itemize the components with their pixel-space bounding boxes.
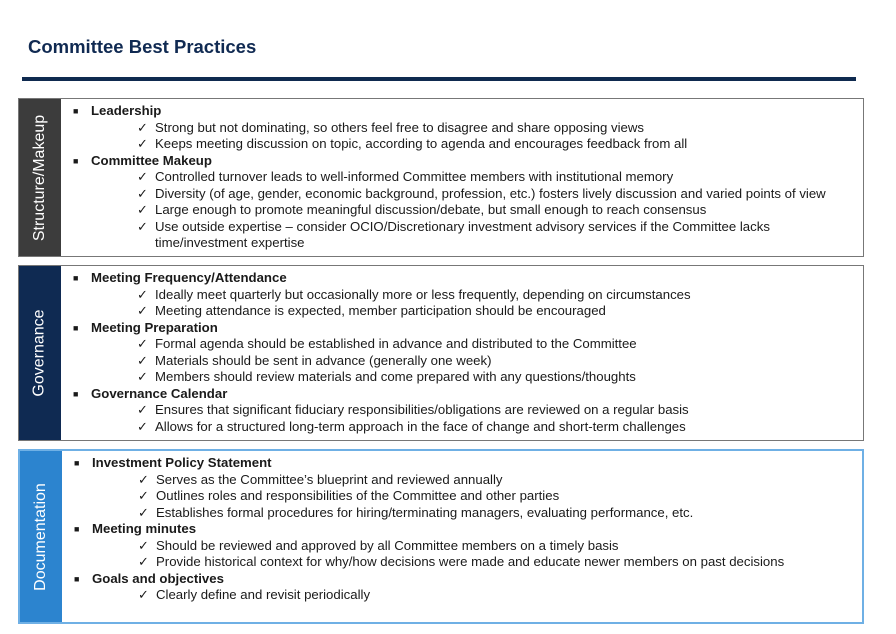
list-item: ✓ Serves as the Committee’s blueprint and reviewed annually bbox=[138, 471, 503, 487]
checkmark-icon: ✓ bbox=[137, 218, 149, 234]
section-sidebar bbox=[19, 99, 61, 256]
group-heading: ■ Goals and objectives bbox=[74, 570, 224, 586]
group-heading: ■ Meeting Frequency/Attendance bbox=[73, 270, 287, 285]
square-bullet-icon: ■ bbox=[74, 573, 80, 584]
list-item: ✓ Members should review materials and come prepared with any questions/thoughts bbox=[137, 369, 636, 384]
group-heading: ■ Governance Calendar bbox=[73, 385, 228, 401]
page-title: Committee Best Practices bbox=[28, 36, 257, 57]
group-heading: ■ Meeting minutes bbox=[74, 521, 197, 536]
checkmark-icon: ✓ bbox=[138, 587, 150, 602]
square-bullet-icon: ■ bbox=[73, 155, 79, 166]
checkmark-icon: ✓ bbox=[137, 402, 149, 417]
list-item: ✓ Keeps meeting discussion on topic, according to agenda and encourages feedback from all bbox=[137, 136, 688, 151]
section-label: Governance bbox=[31, 309, 49, 397]
checkmark-icon: ✓ bbox=[138, 537, 150, 553]
checkmark-icon: ✓ bbox=[137, 169, 149, 184]
section-governance bbox=[18, 265, 864, 441]
checkmark-icon: ✓ bbox=[137, 336, 149, 351]
section-content bbox=[73, 270, 857, 435]
list-item: ✓ Formal agenda should be established in advance and distributed to the Committee bbox=[137, 336, 637, 351]
list-item: ✓ Meeting attendance is expected, member participation should be encouraged bbox=[137, 303, 606, 318]
list-item: ✓ Outlines roles and responsibilities of the Committee and other parties bbox=[138, 488, 560, 503]
checkmark-icon: ✓ bbox=[138, 471, 150, 487]
checkmark-icon: ✓ bbox=[137, 185, 149, 201]
section-content bbox=[73, 103, 857, 252]
list-item: ✓ Use outside expertise – consider OCIO/Discretionary investment advisory services if the Committee lacks time/investment expertise bbox=[137, 218, 770, 250]
checkmark-icon: ✓ bbox=[137, 202, 149, 217]
section-documentation bbox=[18, 449, 864, 624]
checkmark-icon: ✓ bbox=[137, 418, 149, 434]
list-item: ✓ Provide historical context for why/how decisions were made and educate newer members on past decisions bbox=[138, 554, 785, 569]
list-item: ✓ Should be reviewed and approved by all Committee members on a timely basis bbox=[138, 537, 619, 553]
checkmark-icon: ✓ bbox=[138, 554, 150, 569]
group-heading: ■ Committee Makeup bbox=[73, 152, 212, 168]
section-sidebar bbox=[19, 266, 61, 440]
checkmark-icon: ✓ bbox=[138, 488, 150, 503]
checkmark-icon: ✓ bbox=[137, 119, 149, 135]
list-item: ✓ Controlled turnover leads to well-informed Committee members with institutional memory bbox=[137, 169, 674, 184]
title-divider bbox=[22, 77, 856, 81]
checkmark-icon: ✓ bbox=[137, 352, 149, 368]
section-sidebar bbox=[20, 451, 62, 622]
group-heading: ■ Investment Policy Statement bbox=[74, 455, 272, 470]
group-heading: ■ Leadership bbox=[73, 103, 162, 118]
list-item: ✓ Clearly define and revisit periodically bbox=[138, 587, 371, 602]
square-bullet-icon: ■ bbox=[73, 388, 79, 399]
list-item: ✓ Strong but not dominating, so others feel free to disagree and share opposing views bbox=[137, 119, 644, 135]
list-item: ✓ Large enough to promote meaningful discussion/debate, but small enough to reach consensus bbox=[137, 202, 707, 217]
section-content bbox=[74, 455, 856, 604]
checkmark-icon: ✓ bbox=[138, 504, 150, 520]
section-label: Documentation bbox=[32, 482, 49, 591]
checkmark-icon: ✓ bbox=[137, 303, 149, 318]
list-item: ✓ Ensures that significant fiduciary responsibilities/obligations are reviewed on a regular basis bbox=[137, 402, 689, 417]
square-bullet-icon: ■ bbox=[73, 106, 79, 116]
list-item: ✓ Ideally meet quarterly but occasionally more or less frequently, depending on circumstances bbox=[137, 286, 691, 302]
square-bullet-icon: ■ bbox=[74, 524, 80, 534]
section-structure-makeup bbox=[18, 98, 864, 257]
section-label: Structure/Makeup bbox=[31, 114, 48, 241]
square-bullet-icon: ■ bbox=[73, 273, 79, 283]
list-item: ✓ Establishes formal procedures for hiring/terminating managers, evaluating performance, etc. bbox=[138, 504, 694, 520]
list-item: ✓ Diversity (of age, gender, economic background, profession, etc.) fosters lively discussion and varied points of view bbox=[137, 185, 826, 201]
group-heading: ■ Meeting Preparation bbox=[73, 319, 218, 335]
square-bullet-icon: ■ bbox=[74, 458, 80, 468]
list-item: ✓ Allows for a structured long-term approach in the face of change and short-term challenges bbox=[137, 418, 686, 434]
checkmark-icon: ✓ bbox=[137, 286, 149, 302]
square-bullet-icon: ■ bbox=[73, 322, 79, 333]
list-item: ✓ Materials should be sent in advance (generally one week) bbox=[137, 352, 492, 368]
checkmark-icon: ✓ bbox=[137, 369, 149, 384]
checkmark-icon: ✓ bbox=[137, 136, 149, 151]
